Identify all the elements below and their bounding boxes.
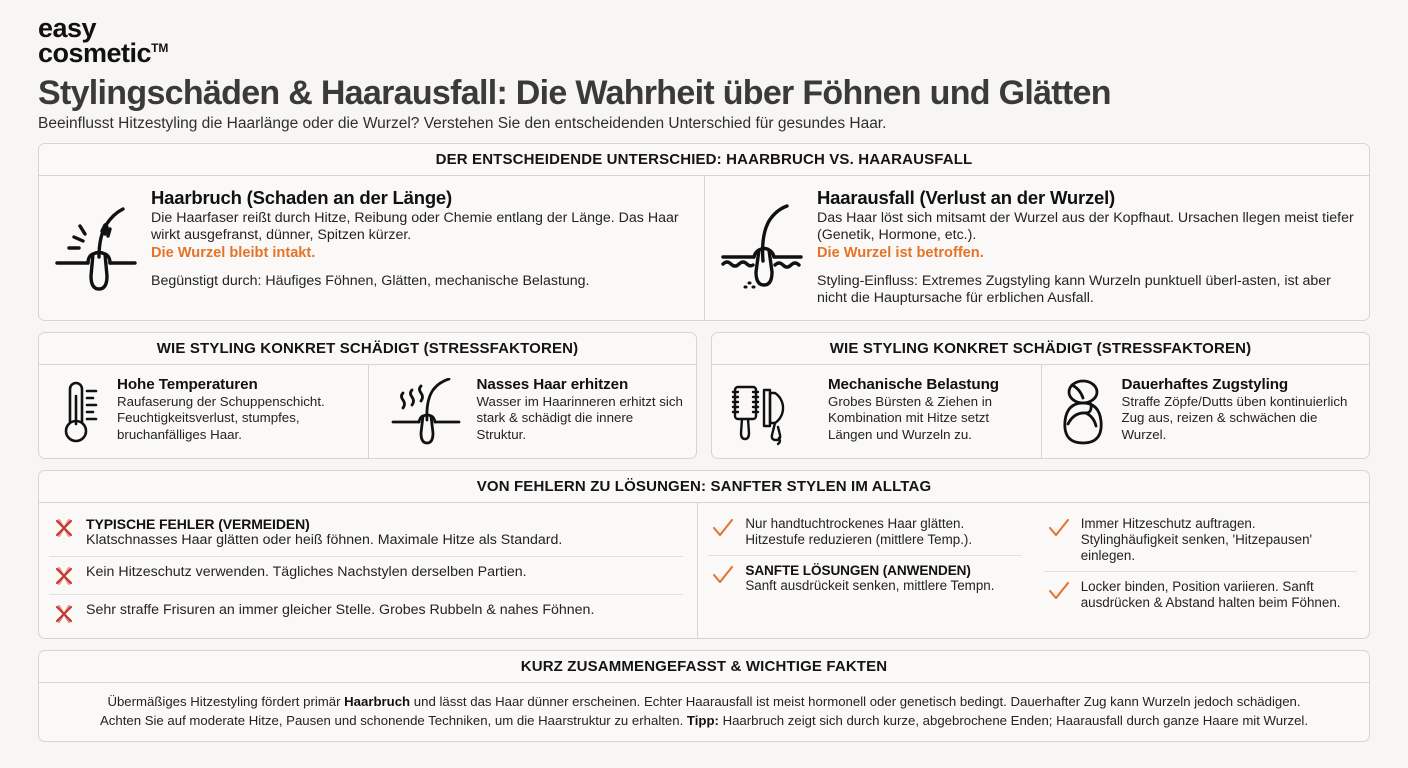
difference-text-hairloss [817,187,1355,308]
solution-body: Nur handtuchtrockenes Haar glätten. Hitzestufe reduzieren (mittlere Temp.). [745,515,973,547]
stress-card-left [38,332,697,459]
cross-icon [51,602,77,625]
list-item [49,556,683,594]
cross-icon [51,564,77,587]
difference-accent: Die Wurzel bleibt intakt. [151,245,316,262]
stress-body-right [712,365,1369,458]
trademark-symbol: TM [151,40,169,55]
list-item [708,555,1021,601]
solution-text [745,516,1019,548]
difference-body [39,176,1369,320]
solution-text [1081,579,1355,611]
summary-line-1 [57,692,1351,711]
stress-item-high-temperature [39,365,368,458]
mistake-body: Klatschnasses Haar glätten oder heiß föhnen. Maximale Hitze als Standard. [86,531,563,548]
cross-icon [51,516,77,539]
broken-hair-follicle-icon [53,187,139,308]
stress-text-high-temperature [117,376,356,444]
solutions-heading: VON FEHLERN ZU LÖSUNGEN: SANFTER STYLEN IM ALLTAG [39,471,1369,503]
stress-heading-right: WIE STYLING KONKRET SCHÄDIGT (STRESSFAKTOREN) [712,333,1369,365]
list-item [708,509,1021,555]
solutions-column-1 [698,503,1033,638]
page-subtitle: Beeinflusst Hitzestyling die Haarlänge oder die Wurzel? Verstehen Sie den entscheidenden Unterschied für gesundes Haar. [38,115,887,133]
stress-title: Mechanische Belastung [828,375,999,393]
brush-and-hairdryer-icon [726,376,818,446]
solutions-columns [697,503,1369,638]
summary-line-2 [57,711,1351,730]
brand-word: cosmetic [38,37,152,68]
stress-description: Raufaserung der Schuppenschicht. Feuchtigkeitsverlust, stumpfes, bruchanfälliges Haar. [117,393,325,442]
summary-line2-part-c: Haarbruch zeigt sich durch kurze, abgebrochene Enden; Haarausfall durch ganze Haare mit Wurzel. [718,713,1309,729]
mistake-heading: TYPISCHE FEHLER (VERMEIDEN) [86,515,310,532]
solutions-body [39,503,1369,638]
check-icon [1046,516,1072,539]
difference-column-hairbreakage [39,176,704,320]
summary-heading: KURZ ZUSAMMENGEFASST & WICHTIGE FAKTEN [39,651,1369,683]
summary-body [39,683,1369,741]
brand-line-1: easy [38,13,97,43]
list-item [49,594,683,632]
difference-footer: Begünstigt durch: Häufiges Föhnen, Glätten, mechanische Belastung. [151,273,590,290]
solution-body: Locker binden, Position variieren. Sanft ausdrücken & Abstand halten beim Föhnen. [1080,578,1341,610]
difference-column-hairloss [704,176,1369,320]
summary-line1-bold: Haarbruch [344,693,411,709]
brand-logo [38,13,1370,68]
stress-factors-row [38,332,1370,459]
difference-text-hairbreakage [151,187,690,308]
solution-text [1081,516,1355,564]
summary-line2-bold: Tipp: [686,713,719,729]
stress-text-wet-hair-heating [477,376,685,444]
solution-text [745,563,1019,594]
stress-item-wet-hair-heating [368,365,697,458]
stress-text-pull-styling [1122,376,1358,444]
stress-item-pull-styling [1041,365,1370,458]
solutions-card [38,470,1370,639]
stress-title: Nasses Haar erhitzen [476,375,629,393]
difference-title: Haarbruch (Schaden an der Länge) [151,186,452,208]
stress-item-mechanical-stress [712,365,1041,458]
check-icon [710,563,736,586]
mistake-body: Sehr straffe Frisuren an immer gleicher Stelle. Grobes Rubbeln & nahes Föhnen. [86,601,595,618]
brand-line-2 [38,37,1370,68]
difference-accent: Die Wurzel ist betroffen. [817,245,984,262]
difference-card [38,143,1370,321]
stress-heading-left: WIE STYLING KONKRET SCHÄDIGT (STRESSFAKTOREN) [39,333,696,365]
check-icon [1046,579,1072,602]
stress-body-left [39,365,696,458]
stress-description: Grobes Bürsten & Ziehen in Kombination mit Hitze setzt Längen und Wurzeln zu. [828,393,993,442]
difference-title: Haarausfall (Verlust an der Wurzel) [817,186,1116,208]
stress-title: Dauerhaftes Zugstyling [1121,375,1289,393]
stress-text-mechanical-stress [828,376,1029,444]
thermometer-icon [53,376,107,446]
stress-card-right [711,332,1370,459]
hair-bun-icon [1056,376,1112,446]
list-item [1044,509,1357,571]
mistake-text [86,602,681,619]
solutions-column-2 [1034,503,1369,638]
mistake-body: Kein Hitzeschutz verwenden. Tägliches Nachstylen derselben Partien. [86,563,527,580]
stress-title: Hohe Temperaturen [117,375,258,393]
solution-heading: SANFTE LÖSUNGEN (ANWENDEN) [745,562,971,578]
steaming-hair-icon [383,376,467,446]
check-icon [710,516,736,539]
difference-footer: Styling-Einfluss: Extremes Zugstyling kann Wurzeln punktuell überl-asten, ist aber nicht die Hauptursache für erblichen Ausfall. [817,273,1331,307]
mistakes-column [39,503,697,638]
summary-card [38,650,1370,742]
solution-body: Sanft ausdrückeit senken, mittlere Tempn. [745,577,995,593]
difference-description: Die Haarfaser reißt durch Hitze, Reibung oder Chemie entlang der Länge. Das Haar wirkt ausgefranst, dünner, Spitzen kürzer. [151,209,679,244]
uprooted-hair-follicle-icon [719,187,805,308]
list-item [49,509,683,556]
page-title: Stylingschäden & Haarausfall: Die Wahrheit über Föhnen und Glätten [38,73,1111,112]
mistake-text [86,516,681,549]
mistake-text [86,564,681,581]
summary-line1-part-c: und lässt das Haar dünner erscheinen. Echter Haarausfall ist meist hormonell oder genetisch bedingt. Dauerhafter Zug kann Wurzeln jedoch schädigen. [410,693,1301,709]
solution-body: Immer Hitzeschutz auftragen. Stylinghäufigkeit senken, 'Hitzepausen' einlegen. [1080,515,1313,563]
difference-heading: DER ENTSCHEIDENDE UNTERSCHIED: HAARBRUCH VS. HAARAUSFALL [39,144,1369,176]
list-item [1044,571,1357,618]
summary-line2-part-a: Achten Sie auf moderate Hitze, Pausen und schonende Techniken, um die Haarstruktur zu erhalten. [99,713,687,729]
stress-description: Straffe Zöpfe/Dutts üben kontinuierlich Zug aus, reizen & schwächen die Wurzel. [1121,393,1348,442]
difference-description: Das Haar löst sich mitsamt der Wurzel aus der Kopfhaut. Ursachen llegen meist tiefer (Genetik, Hormone, etc.). [817,209,1354,244]
stress-description: Wasser im Haarinneren erhitzt sich stark & schädigt die innere Struktur. [476,393,683,442]
summary-line1-part-a: Übermäßiges Hitzestyling fördert primär [107,693,345,709]
